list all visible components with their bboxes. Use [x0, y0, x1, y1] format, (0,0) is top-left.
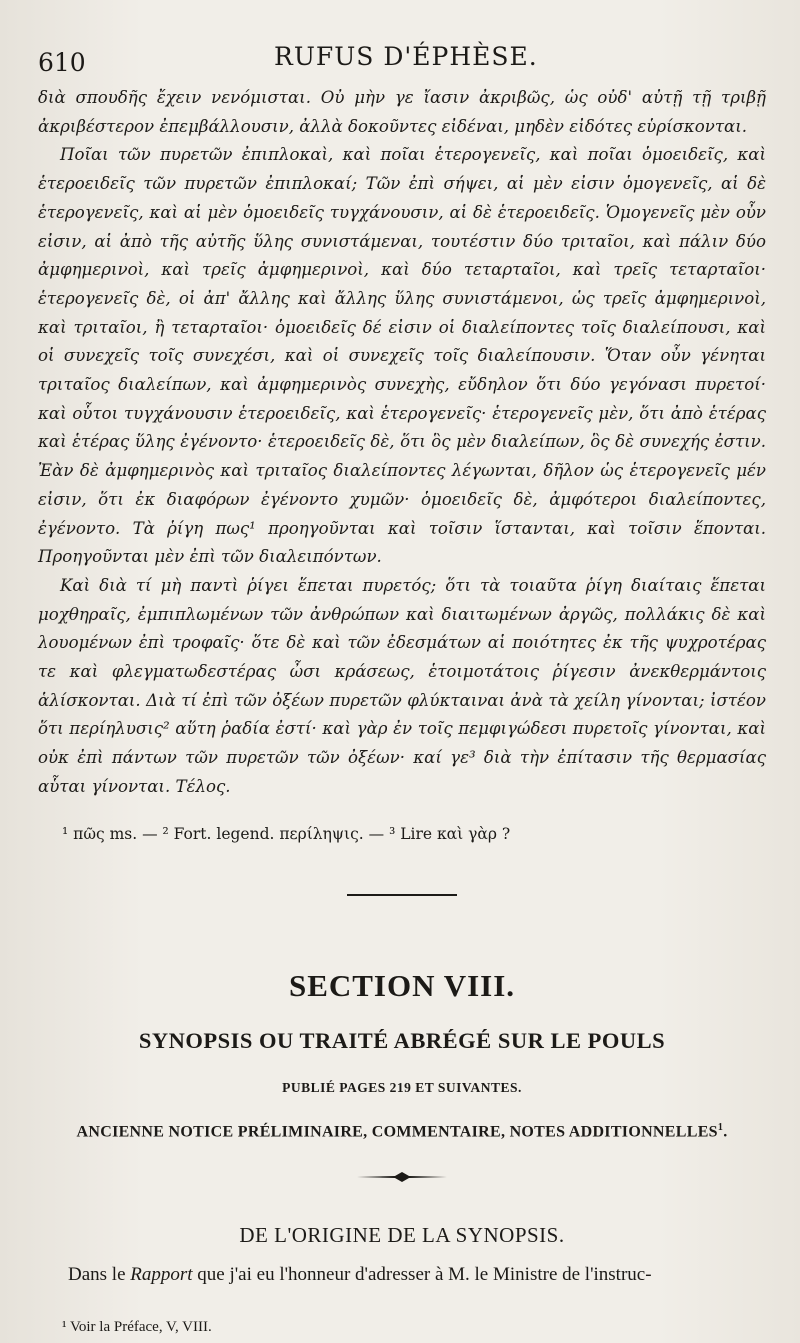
- publication-note: PUBLIÉ PAGES 219 ET SUIVANTES.: [282, 1079, 522, 1095]
- body-text-end: que j'ai eu l'honneur d'adresser à M. le Ministre de l'instruc-: [192, 1263, 652, 1285]
- greek-footnotes: ¹ πῶς ms. — ² Fort. legend. περίληψις. — ³ Lire καὶ γὰρ ?: [62, 824, 511, 843]
- notice-text: ANCIENNE NOTICE PRÉLIMINAIRE, COMMENTAIRE, NOTES ADDITIONNELLES: [76, 1122, 718, 1140]
- french-footnote: ¹ Voir la Préface, V, VIII.: [62, 1318, 212, 1335]
- section-subtitle: SYNOPSIS OU TRAITÉ ABRÉGÉ SUR LE POULS: [138, 1027, 666, 1053]
- ornament-divider: [38, 1171, 766, 1183]
- body-text-emphasis: Rapport: [130, 1263, 193, 1285]
- section-title: SECTION VIII.: [288, 967, 516, 1003]
- french-body-line: [38, 1264, 766, 1286]
- greek-text-block: [38, 84, 766, 802]
- page-header: [38, 30, 766, 84]
- notice-line: ANCIENNE NOTICE PRÉLIMINAIRE, COMMENTAIRE, NOTES ADDITIONNELLES$^1$.: [76, 1121, 728, 1140]
- chapter-title: DE L'ORIGINE DE LA SYNOPSIS.: [239, 1222, 565, 1247]
- greek-paragraph-1: διὰ σπουδῆς ἔχειν νενόμισται. Οὐ μὴν γε ἴασιν ἀκριβῶς, ὡς οὐδ' αὐτῇ τῇ τριβῇ ἀκριβέστερον ἐπεμβάλλουσιν, ἀλλὰ δοκοῦντες εἰδέναι, μηδὲν εἰδότες εὑρίσκονται.: [38, 88, 766, 136]
- running-head: RUFUS D'ÉPHÈSE.: [274, 42, 538, 71]
- notice-footnote-mark: 1: [717, 1121, 724, 1133]
- greek-paragraph-3: Καὶ διὰ τί μὴ παντὶ ῥίγει ἕπεται πυρετός; ὅτι τὰ τοιαῦτα ῥίγη διαίταις ἕπεται μοχθηραῖς, ἐμπιπλωμένων τῶν ἀνθρώπων καὶ διαιτωμένων ἀργῶς, πολλάκις δὲ καὶ λουομένων ἐπὶ τροφαῖς· ὅτε δὲ καὶ τῶν ἐδεσμάτων αἱ ποιότητες ἐκ τῆς ψυχροτέρας τε καὶ φλεγματωδεστέρας ὦσι κράσεως, ἑτοιμοτάτοις ῥίγεσιν ἀνεκθερμάντοις ἁλίσκονται. Διὰ τί ἐπὶ τῶν ὀξέων πυρετῶν φλύκταιναι ἀνὰ τὰ χείλη γίνονται; ἰστέον ὅτι περίηλυσις² αὕτη ῥαδία ἐστί· καὶ γὰρ ἐν τοῖς πεμφιγώδεσι πυρετοῖς γίνονται, καὶ οὐκ ἐπὶ πάντων τῶν πυρετῶν τῶν ὀξέων· καί γε³ διὰ τὴν ἐπίτασιν τῆς θερμασίας αὗται γίνονται. Τέλος.: [38, 575, 766, 796]
- page-number: 610: [38, 48, 86, 77]
- separator-rule: [347, 894, 457, 896]
- greek-paragraph-2: Ποῖαι τῶν πυρετῶν ἐπιπλοκαὶ, καὶ ποῖαι ἑτερογενεῖς, καὶ ποῖαι ὁμοειδεῖς, καὶ ἑτεροειδεῖς τῶν πυρετῶν ἐπιπλοκαί; Τῶν ἐπὶ σήψει, αἱ μὲν εἰσιν ὁμογενεῖς, αἱ δὲ ἑτερογενεῖς, καὶ αἱ μὲν ὁμοειδεῖς τυγχάνουσιν, αἱ δὲ ἑτεροειδεῖς. Ὁμογενεῖς μὲν οὖν εἰσιν, αἱ ἀπὸ τῆς αὐτῆς ὕλης συνιστάμεναι, τουτέστιν δύο τριταῖοι, καὶ πάλιν δύο ἀμφημερινοὶ, καὶ τρεῖς ἀμφημερινοὶ, καὶ δύο τεταρταῖοι, καὶ τρεῖς τεταρταῖοι· ἑτερογενεῖς δὲ, οἱ ἀπ' ἄλλης καὶ ἄλλης ὕλης συνιστάμενοι, ὡς τρεῖς ἀμφημερινοὶ, καὶ τριταῖοι, ἢ τεταρταῖοι· ὁμοειδεῖς δέ εἰσιν οἱ διαλείποντες τοῖς διαλείπουσι, καὶ οἱ συνεχεῖς τοῖς συνεχέσι, καὶ οἱ συνεχεῖς τοῖς διαλείπουσιν. Ὅταν οὖν γένηται τριταῖος διαλείπων, καὶ ἀμφημερινὸς συνεχὴς, εὔδηλον ὅτι δύο γεγόνασι πυρετοί· καὶ οὗτοι τυγχάνουσιν ἑτεροειδεῖς, καὶ ἑτερογενεῖς· ἑτερογενεῖς μὲν, ὅτι ἀπὸ ἑτέρας καὶ ἑτέρας ὕλης ἐγένοντο· ἑτεροειδεῖς δὲ, ὅτι ὃς μὲν διαλείπων, ὃς δὲ συνεχής ἐστιν. Ἐὰν δὲ ἀμφημερινὸς καὶ τριταῖος διαλείποντες λέγωνται, δῆλον ὡς ἑτερογενεῖς μέν εἰσιν, ὅτι ἐκ διαφόρων ἐγένοντο χυμῶν· ὁμοειδεῖς δὲ, ἀμφότεροι διαλείποντες, ἐγένοντο. Τὰ ῥίγη πως¹ προηγοῦνται καὶ τοῖσιν ἵστανται, καὶ τοῖσιν ἕπονται. Προηγοῦνται μὲν ἐπὶ τῶν διαλειπόντων.: [38, 145, 766, 567]
- ornament-icon: [357, 1171, 447, 1183]
- body-text-start: Dans le: [68, 1263, 131, 1285]
